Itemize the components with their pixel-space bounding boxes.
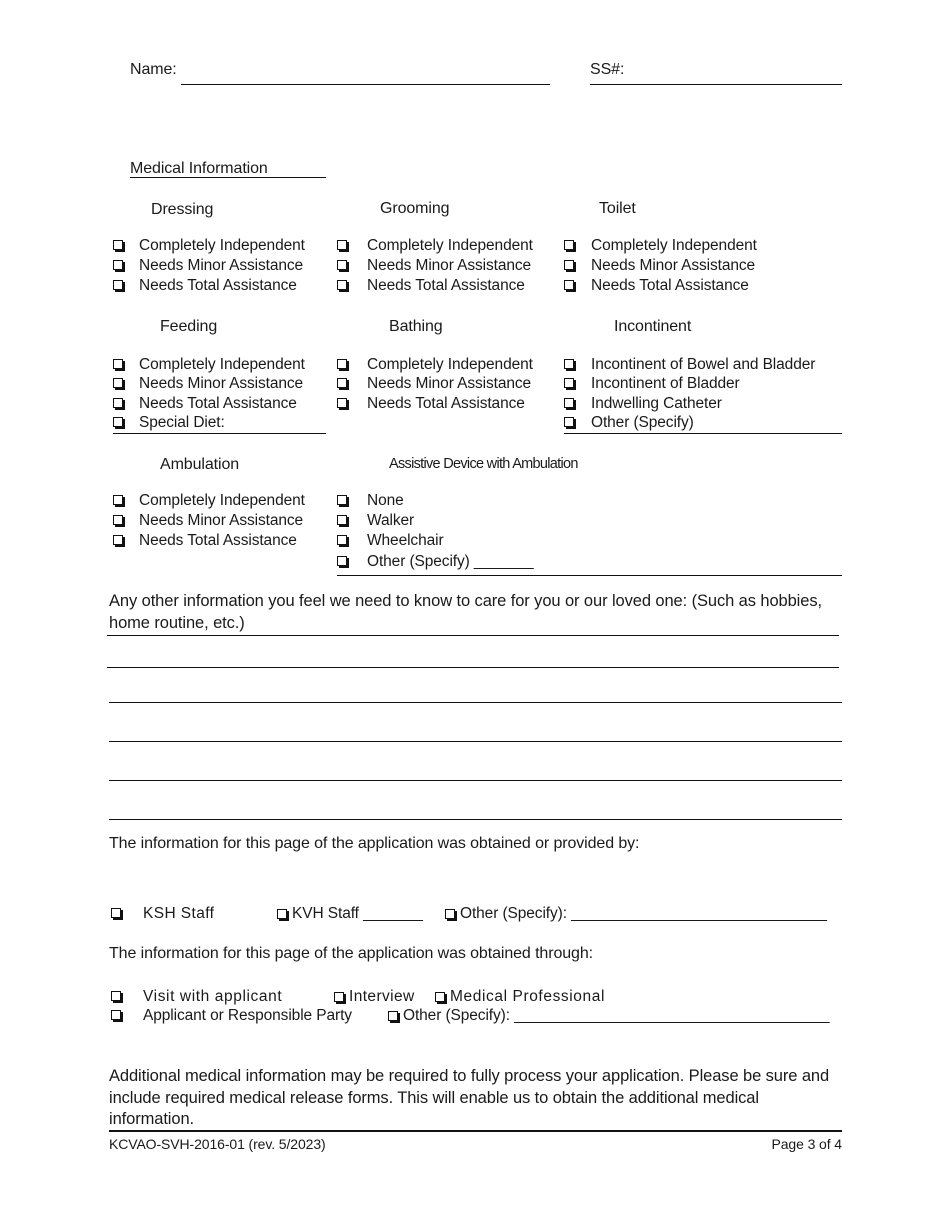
ambulation-total-checkbox[interactable] [113, 535, 123, 545]
other-info-line[interactable] [109, 780, 842, 781]
interview-label: Interview [349, 988, 415, 1005]
ksh-staff-label: KSH Staff [143, 905, 215, 922]
feeding-heading: Feeding [160, 318, 218, 335]
kvh-staff-checkbox[interactable] [277, 909, 287, 919]
incontinent-option-label: Incontinent of Bowel and Bladder [591, 356, 816, 373]
assistive-device-heading: Assistive Device with Ambulation [389, 456, 578, 472]
feeding-independent-checkbox[interactable] [113, 359, 123, 369]
feeding-option-label: Needs Total Assistance [139, 395, 297, 412]
incontinent-option-label: Incontinent of Bladder [591, 375, 740, 392]
ambulation-independent-checkbox[interactable] [113, 495, 123, 505]
bladder-checkbox[interactable] [564, 378, 574, 388]
page-number: Page 3 of 4 [771, 1136, 842, 1152]
special-diet-label: Special Diet: [139, 414, 225, 431]
grooming-total-checkbox[interactable] [337, 280, 347, 290]
obtained-other-checkbox[interactable] [388, 1011, 398, 1021]
kvh-staff-option[interactable] [277, 904, 423, 923]
section-title-underline [130, 177, 326, 178]
special-diet-field[interactable] [113, 433, 326, 434]
ambulation-option-label: Needs Minor Assistance [139, 512, 304, 529]
visit-label: Visit with applicant [143, 988, 283, 1005]
bowel-bladder-checkbox[interactable] [564, 359, 574, 369]
ksh-staff-checkbox[interactable] [111, 908, 121, 918]
dressing-option-label: Needs Minor Assistance [139, 257, 304, 274]
bathing-heading: Bathing [389, 318, 443, 335]
ambulation-minor-checkbox[interactable] [113, 515, 123, 525]
bathing-option-label: Needs Minor Assistance [367, 375, 532, 392]
device-option-label: Other (Specify) _______ [367, 553, 534, 570]
bathing-minor-checkbox[interactable] [337, 378, 347, 388]
device-other-checkbox[interactable] [337, 556, 347, 566]
incontinent-other-checkbox[interactable] [564, 417, 574, 427]
ambulation-option-label: Completely Independent [139, 492, 305, 509]
dressing-option-label: Needs Total Assistance [139, 277, 297, 294]
bathing-option-label: Needs Total Assistance [367, 395, 525, 412]
ssn-field[interactable] [590, 84, 842, 85]
toilet-total-checkbox[interactable] [564, 280, 574, 290]
provided-by-question: The information for this page of the application was obtained or provided by: [109, 835, 640, 852]
incontinent-option-label: Other (Specify) [591, 414, 694, 431]
provided-other-label: Other (Specify): ______________________________ [460, 905, 827, 922]
name-label: Name: [130, 61, 177, 78]
feeding-option-label: Needs Minor Assistance [139, 375, 304, 392]
toilet-heading: Toilet [599, 200, 636, 217]
dressing-minor-checkbox[interactable] [113, 260, 123, 270]
grooming-heading: Grooming [380, 200, 450, 217]
device-wheelchair-checkbox[interactable] [337, 535, 347, 545]
interview-checkbox[interactable] [334, 992, 344, 1002]
ambulation-option-label: Needs Total Assistance [139, 532, 297, 549]
incontinent-other-field[interactable] [564, 433, 842, 434]
other-info-line[interactable] [109, 741, 842, 742]
device-other-field[interactable] [337, 575, 842, 576]
grooming-minor-checkbox[interactable] [337, 260, 347, 270]
dressing-total-checkbox[interactable] [113, 280, 123, 290]
feeding-total-checkbox[interactable] [113, 398, 123, 408]
toilet-option-label: Needs Total Assistance [591, 277, 749, 294]
toilet-option-label: Completely Independent [591, 237, 757, 254]
dressing-option-label: Completely Independent [139, 237, 305, 254]
ambulation-heading: Ambulation [160, 456, 240, 473]
incontinent-option-label: Indwelling Catheter [591, 395, 722, 412]
footer-divider [109, 1130, 842, 1132]
obtained-through-question: The information for this page of the application was obtained through: [109, 945, 593, 962]
provided-other-checkbox[interactable] [445, 909, 455, 919]
device-option-label: Walker [367, 512, 415, 529]
feeding-minor-checkbox[interactable] [113, 378, 123, 388]
special-diet-checkbox[interactable] [113, 417, 123, 427]
bathing-option-label: Completely Independent [367, 356, 533, 373]
obtained-other-option[interactable] [388, 1006, 829, 1025]
incontinent-heading: Incontinent [614, 318, 692, 335]
grooming-option-label: Completely Independent [367, 237, 533, 254]
device-option-label: Wheelchair [367, 532, 444, 549]
toilet-minor-checkbox[interactable] [564, 260, 574, 270]
toilet-option-label: Needs Minor Assistance [591, 257, 756, 274]
other-info-line[interactable] [109, 702, 842, 703]
device-walker-checkbox[interactable] [337, 515, 347, 525]
dressing-independent-checkbox[interactable] [113, 240, 123, 250]
interview-option[interactable] [334, 987, 415, 1006]
form-id: KCVAO-SVH-2016-01 (rev. 5/2023) [109, 1136, 326, 1152]
provided-other-option[interactable] [445, 904, 827, 923]
feeding-option-label: Completely Independent [139, 356, 305, 373]
catheter-checkbox[interactable] [564, 398, 574, 408]
grooming-independent-checkbox[interactable] [337, 240, 347, 250]
medical-professional-checkbox[interactable] [435, 992, 445, 1002]
section-title: Medical Information [130, 160, 268, 177]
bathing-independent-checkbox[interactable] [337, 359, 347, 369]
kvh-staff-label: KVH Staff _______ [292, 905, 423, 922]
bathing-total-checkbox[interactable] [337, 398, 347, 408]
ssn-label: SS#: [590, 61, 625, 78]
applicant-checkbox[interactable] [111, 1010, 121, 1020]
grooming-option-label: Needs Minor Assistance [367, 257, 532, 274]
obtained-other-label: Other (Specify): _____________________________________ [403, 1007, 830, 1024]
other-info-line[interactable] [107, 635, 839, 636]
applicant-label: Applicant or Responsible Party [143, 1007, 352, 1024]
toilet-independent-checkbox[interactable] [564, 240, 574, 250]
dressing-heading: Dressing [151, 201, 214, 218]
device-option-label: None [367, 492, 404, 509]
visit-checkbox[interactable] [111, 991, 121, 1001]
medical-release-notice: Additional medical information may be required to fully process your application. Please be sure and include required medical release forms. This will enable us to obtain the additional medical information. [109, 1067, 830, 1128]
name-field[interactable] [181, 84, 550, 85]
other-info-line[interactable] [109, 819, 842, 820]
grooming-option-label: Needs Total Assistance [367, 277, 525, 294]
other-info-prompt: Any other information you feel we need to know to care for you or our loved one: (Such as hobbies, home routine, etc.) [109, 592, 822, 632]
device-none-checkbox[interactable] [337, 495, 347, 505]
medical-professional-label: Medical Professional [450, 988, 606, 1005]
other-info-line[interactable] [107, 667, 839, 668]
medical-professional-option[interactable] [435, 987, 605, 1006]
